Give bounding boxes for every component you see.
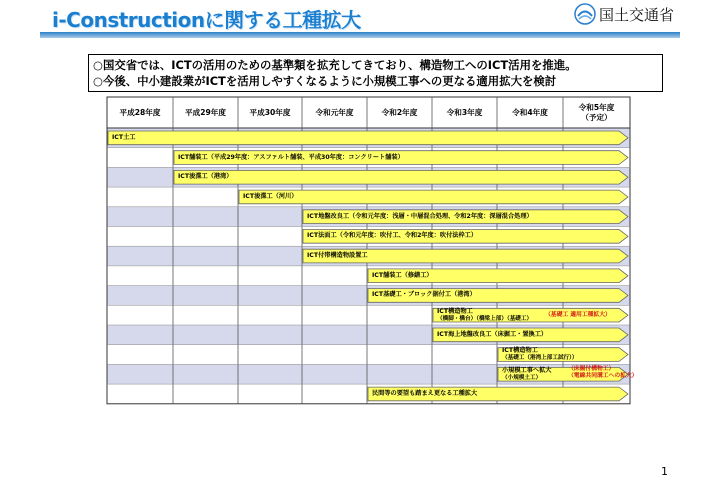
arrow-label: ICT法面工（令和元年度：吹付工、令和2年度：吹付法枠工） (307, 232, 478, 240)
page-number: 1 (661, 465, 668, 478)
arrow-label-line-2: （基礎工（港湾上部工試行）） (502, 355, 578, 362)
arrow-label: ICT海上地盤改良工（床掘工・置換工） (437, 330, 548, 338)
arrow-label: ICT地盤改良工（令和元年度：浅層・中層混合処理、令和2年度：深層混合処理） (307, 212, 533, 220)
arrow-label: ICT浚渫工（河川） (243, 192, 298, 200)
column-header: 平成30年度 (249, 107, 291, 117)
arrow-label-line-1: ICT構造物工 (502, 347, 538, 355)
column-header: 平成29年度 (185, 107, 226, 117)
arrow-label (502, 347, 578, 362)
arrow-label-line-1: 小規模工事へ拡大 (502, 366, 552, 374)
column-header: 令和2年度 (381, 107, 418, 117)
column-header: 平成28年度 (119, 107, 161, 117)
arrow-label: ICT付帯構造物設置工 (307, 252, 368, 260)
arrow-label: ICT基礎工・ブロック据付工（港湾） (372, 291, 476, 299)
logo-text: 国土交通省 (599, 5, 675, 24)
column-header: 令和元年度 (315, 107, 354, 117)
arrow-label (437, 308, 532, 323)
arrow-label-line-2: （小規模土工） (502, 374, 542, 381)
arrow-label: ICT舗装工（修繕工） (372, 271, 433, 279)
intro-line-1: ○国交省では、ICTの活用のための基準類を拡充してきており、構造物工へのICT活用を推進。 (93, 58, 577, 72)
intro-line-2: ○今後、中小建設業がICTを活用しやすくなるように小規模工事への更なる適用拡大を検討 (93, 74, 557, 88)
column-header: 令和4年度 (512, 107, 548, 117)
arrow-label: ICT舗装工（平成29年度：アスファルト舗装、平成30年度：コンクリート舗装） (178, 153, 404, 161)
column-header: 令和3年度 (446, 107, 483, 117)
arrow-label: ICT土工 (112, 133, 136, 141)
arrow-label (502, 367, 552, 382)
page-title: i-Constructionに関する工種拡大 (52, 8, 361, 32)
timeline-arrow (108, 131, 628, 145)
arrow-label: 民間等の要望も踏まえ更なる工種拡大 (372, 389, 478, 397)
arrow-label-line-2: （橋脚・橋台）（橋梁上部）（基礎工） (437, 315, 533, 322)
column-header: 令和5年度 （予定） (578, 102, 615, 122)
red-annotation: （基礎工 適用工種拡大） (545, 311, 611, 318)
red-annotation: （床掘付構物工） （電線共同溝工への拡大） (568, 366, 638, 380)
timeline-arrow (174, 170, 628, 184)
arrow-label: ICT浚渫工（港湾） (178, 173, 233, 181)
arrow-label-line-1: ICT構造物工 (437, 307, 473, 315)
